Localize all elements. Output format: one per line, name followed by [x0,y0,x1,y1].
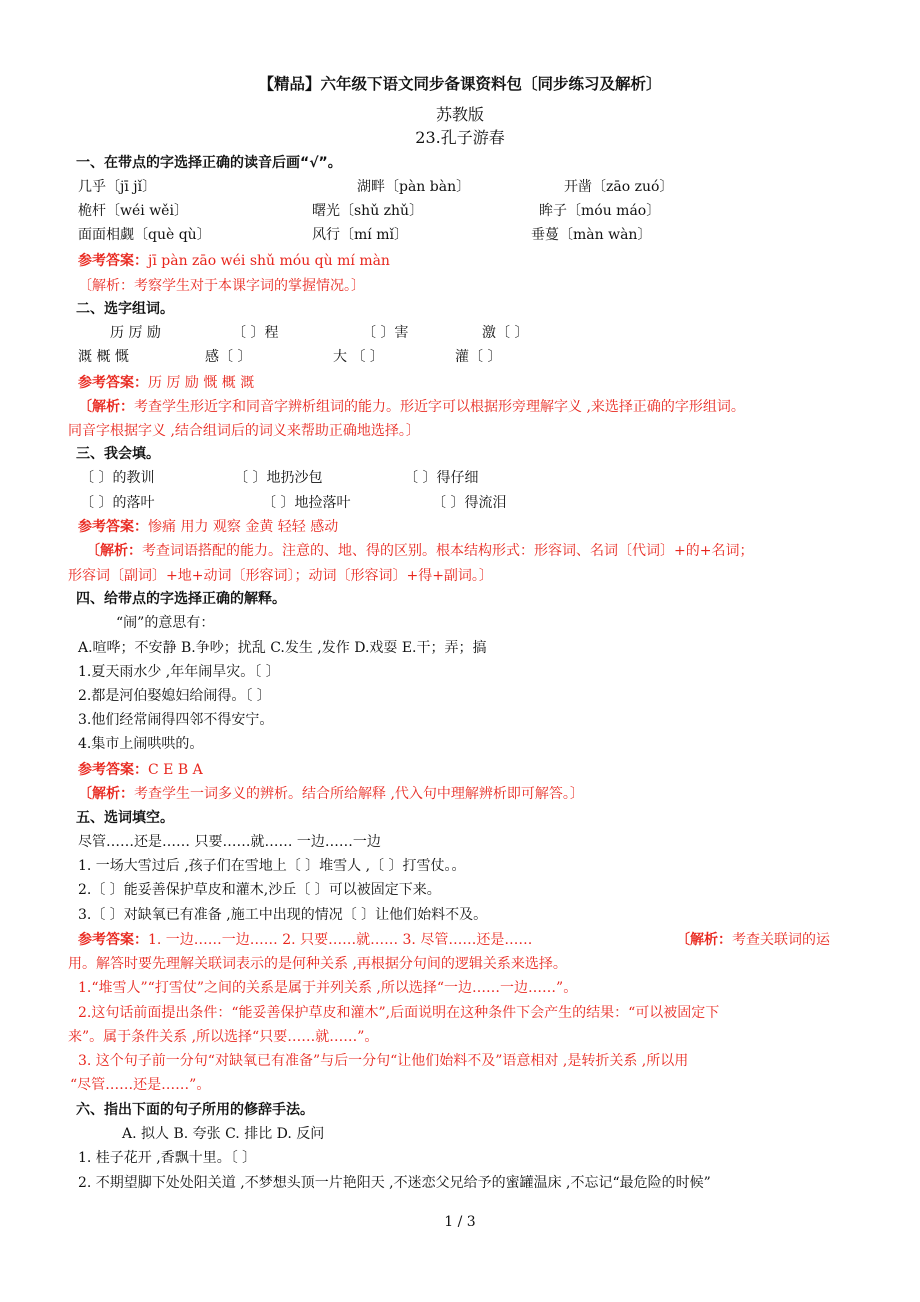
s1-analysis: 〔解析：考察学生对于本课字词的掌握情况。〕 [78,278,365,294]
s5-word-bank: 尽管……还是…… 只要……就…… 一边……一边 [78,834,381,850]
s5-explanation-1: 1.“堆雪人”“打雪仗”之间的关系是属于并列关系 ,所以选择“一边……一边……”。 [78,980,578,996]
answer-label: 参考答案： [78,762,148,778]
s2-blank: 〔 〕害 [362,325,409,341]
s4-question: 1.夏天雨水少 ,年年闹旱灾。〔 〕 [78,664,280,680]
analysis-text: 考查关联词的运 [732,932,830,948]
s5-analysis-cont: 用。解答时要先理解关联词表示的是何种关系 ,再根据分句间的逻辑关系来选择。 [68,956,567,972]
s1-item: 几乎〔jī jǐ〕 [78,179,157,195]
s5-explanation-3b: “尽管……还是……”。 [70,1077,211,1093]
s5-explanation-3a: 3. 这个句子前一分句“对缺氧已有准备”与后一分句“让他们始料不及”语意相对 ,是转折关系 ,所以用 [78,1053,689,1069]
s1-item: 湖畔〔pàn bàn〕 [357,179,471,195]
s5-question: 1. 一场大雪过后 ,孩子们在雪地上〔 〕堆雪人 ,〔 〕打雪仗。。 [78,858,466,874]
s6-options: A. 拟人 B. 夸张 C. 排比 D. 反问 [122,1126,325,1142]
section-2-heading: 二、选字组词。 [76,301,174,317]
s3-analysis-line2: 形容词〔副词〕+地+动词〔形容词〕；动词〔形容词〕+得+副词。〕 [68,568,493,584]
s1-item: 面面相觑〔què qù〕 [78,227,211,243]
s2-chars: 溉 概 慨 [78,349,129,365]
s5-explanation-2b: 来”。属于条件关系 ,所以选择“只要……就……”。 [68,1029,379,1045]
s4-options: A.喧哗；不安静 B.争吵；扰乱 C.发生 ,发作 D.戏耍 E.干；弄；搞 [78,640,487,656]
answer-label: 参考答案： [78,932,148,948]
s1-item: 桅杆〔wéi wěi〕 [78,203,188,219]
answer-label: 参考答案： [78,519,148,535]
publisher-label: 苏教版 [435,105,484,124]
s3-blank: 〔 〕的教训 [80,470,155,486]
s4-analysis [78,784,584,804]
answer-text: jī pàn zāo wéi shǔ móu qù mí màn [148,253,390,269]
s5-analysis-start [676,930,830,950]
s3-blank: 〔 〕得流泪 [432,495,507,511]
section-1-heading: 一、在带点的字选择正确的读音后画“√”。 [76,155,342,171]
section-5-heading: 五、选词填空。 [76,810,174,826]
answer-text: C E B A [148,762,203,778]
s5-explanation-2a: 2.这句话前面提出条件：“能妥善保护草皮和灌木”,后面说明在这种条件下会产生的结果：“可以被固定下 [78,1005,720,1021]
document-title: 【精品】六年级下语文同步备课资料包〔同步练习及解析〕 [258,75,662,93]
analysis-label: 〔解析： [78,399,134,415]
s3-analysis-line1 [86,541,753,561]
s1-item: 眸子〔móu máo〕 [539,203,661,219]
s2-blank: 感〔 〕 [205,349,252,365]
section-4-heading: 四、给带点的字选择正确的解释。 [76,591,286,607]
s3-blank: 〔 〕得仔细 [404,470,479,486]
analysis-text: 考查学生形近字和同音字辨析组词的能力。形近字可以根据形旁理解字义 ,来选择正确的字形组词。 [134,399,745,415]
s4-question: 3.他们经常闹得四邻不得安宁。 [78,712,274,728]
s3-blank: 〔 〕地扔沙包 [234,470,323,486]
s6-question: 1. 桂子花开 ,香飘十里。〔 〕 [78,1150,257,1166]
section-6-heading: 六、指出下面的句子所用的修辞手法。 [76,1102,314,1118]
analysis-text: 考查学生一词多义的辨析。结合所给解释 ,代入句中理解辨析即可解答。〕 [134,786,584,802]
s4-question: 2.都是河伯娶媳妇给闹得。〔 〕 [78,688,271,704]
s3-answer [78,517,338,537]
s1-answer [78,251,390,271]
s2-blank: 〔 〕程 [232,325,279,341]
answer-text: 1. 一边……一边…… 2. 只要……就…… 3. 尽管……还是…… [148,932,533,948]
s5-question: 3.〔 〕对缺氧已有准备 ,施工中出现的情况〔 〕让他们始料不及。 [78,907,488,923]
s2-analysis-line1 [78,397,745,417]
s4-question: 4.集市上闹哄哄的。 [78,736,204,752]
answer-label: 参考答案： [78,253,148,269]
analysis-text: 考查词语搭配的能力。注意的、地、得的区别。根本结构形式：形容词、名词〔代词〕+的+名词； [142,543,754,559]
s3-blank: 〔 〕的落叶 [80,495,155,511]
s2-chars: 历 厉 励 [110,325,161,341]
s5-answer [78,930,532,950]
analysis-label: 〔解析： [86,543,142,559]
s4-answer [78,760,203,780]
lesson-title: 23.孔子游春 [415,128,505,147]
s4-intro: “闹”的意思有： [116,615,215,631]
analysis-label: 〔解析： [676,932,732,948]
analysis-label: 〔解析： [78,786,134,802]
answer-label: 参考答案： [78,375,148,391]
s3-blank: 〔 〕地捡落叶 [262,495,351,511]
s1-item: 曙光〔shǔ zhǔ〕 [312,203,424,219]
answer-text: 惨痛 用力 观察 金黄 轻轻 感动 [148,519,339,535]
s2-blank: 大 〔 〕 [333,349,384,365]
s2-answer [78,373,254,393]
section-3-heading: 三、我会填。 [76,446,160,462]
s2-blank: 灌〔 〕 [455,349,502,365]
s2-blank: 激〔 〕 [482,325,529,341]
page-number: 1 / 3 [444,1214,476,1230]
s2-analysis-line2: 同音字根据字义 ,结合组词后的词义来帮助正确地选择。〕 [68,423,420,439]
s1-item: 垂蔓〔màn wàn〕 [531,227,652,243]
s5-question: 2.〔 〕能妥善保护草皮和灌木,沙丘〔 〕可以被固定下来。 [78,882,441,898]
s6-question: 2. 不期望脚下处处阳关道 ,不梦想头顶一片艳阳天 ,不迷恋父兄给予的蜜罐温床 ,不忘记“最危险的时候” [78,1175,711,1191]
s1-item: 风行〔mí mǐ〕 [312,227,408,243]
s1-item: 开凿〔zāo zuó〕 [564,179,674,195]
answer-text: 历 厉 励 慨 概 溉 [148,375,255,391]
